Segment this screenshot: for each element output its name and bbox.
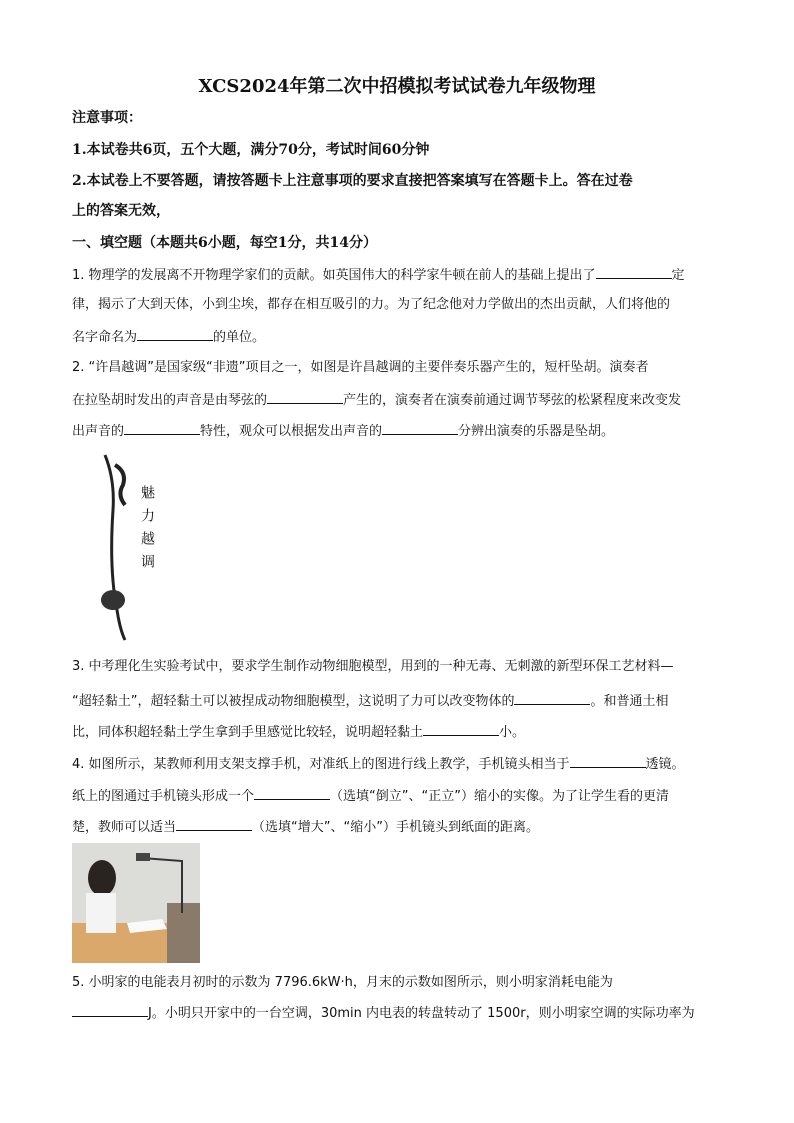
text: 产生的，演奏者在演奏前通过调节琴弦的松紧程度来改变发 (343, 393, 682, 408)
text: 小。 (499, 725, 526, 740)
text: 楚，教师可以适当 (72, 820, 177, 835)
answer-blank (596, 265, 672, 279)
q4-line3 (72, 817, 539, 837)
notice-item-2: 2.本试卷上不要答题，请按答题卡上注意事项的要求直接把答案填写在答题卡上。答在过卷 (72, 173, 633, 189)
text: 4. 如图所示，某教师利用支架支撑手机，对准纸上的图进行线上教学，手机镜头相当于 (72, 757, 570, 772)
q5-line2 (72, 1003, 695, 1023)
text: 。和普通土相 (590, 694, 669, 709)
q1-line1 (72, 265, 685, 285)
answer-blank (254, 786, 330, 800)
answer-blank (267, 390, 343, 404)
q4-line1 (72, 754, 685, 774)
answer-blank (423, 722, 499, 736)
text: J。小明只开家中的一台空调，30min 内电表的转盘转动了 1500r，则小明家空调的实际功率为 (148, 1006, 695, 1021)
text: 分辨出演奏的乐器是坠胡。 (458, 424, 615, 439)
q5-line1: 5. 小明家的电能表月初时的示数为 7796.6kW·h，月末的示数如图所示，则小明家消耗电能为 (72, 975, 613, 990)
text: “超轻黏土”，超轻黏土可以被捏成动物细胞模型，这说明了力可以改变物体的 (72, 694, 515, 709)
text: 的单位。 (213, 330, 266, 345)
answer-blank (514, 691, 590, 705)
q1-line3 (72, 327, 265, 347)
text: 定 (671, 268, 685, 283)
answer-blank (137, 327, 213, 341)
text: （选填“增大”、“缩小”）手机镜头到纸面的距离。 (252, 820, 539, 835)
q3-line3 (72, 722, 525, 742)
text: 出声音的 (72, 424, 125, 439)
q2-line1: 2. “许昌越调”是国家级“非遗”项目之一，如图是许昌越调的主要伴奏乐器产生的，短杆坠胡。演奏者 (72, 360, 649, 375)
answer-blank (124, 421, 200, 435)
page-title: XCS2024年第二次中招模拟考试试卷九年级物理 (198, 76, 596, 97)
answer-blank (382, 421, 458, 435)
notice-heading: 注意事项： (72, 110, 142, 126)
notice-item-1: 1.本试卷共6页，五个大题，满分70分，考试时间60分钟 (72, 142, 430, 158)
text: 透镜。 (645, 757, 685, 772)
text: （选填“倒立”、“正立”）缩小的实像。为了让学生看的更清 (330, 789, 669, 804)
text: 比，同体积超轻黏土学生拿到手里感觉比较轻，说明超轻黏土 (72, 725, 424, 740)
notice-item-2-cont: 上的答案无效， (72, 203, 170, 219)
q3-line2 (72, 691, 669, 711)
q2-line2 (72, 390, 681, 410)
section-heading: 一、填空题（本题共6小题，每空1分，共14分） (72, 235, 377, 251)
q4-line2 (72, 786, 669, 806)
q2-line3 (72, 421, 614, 441)
text: 1. 物理学的发展离不开物理学家们的贡献。如英国伟大的科学家牛顿在前人的基础上提出了 (72, 268, 596, 283)
answer-blank (570, 754, 646, 768)
answer-blank (72, 1003, 148, 1017)
teacher-photo (72, 843, 200, 963)
text: 在拉坠胡时发出的声音是由琴弦的 (72, 393, 268, 408)
instrument-image-caption: 魅力越调 (139, 485, 155, 577)
text: 纸上的图通过手机镜头形成一个 (72, 789, 255, 804)
q3-line1: 3. 中考理化生实验考试中，要求学生制作动物细胞模型，用到的一种无毒、无刺激的新型环保工艺材料— (72, 659, 674, 674)
text: 特性，观众可以根据发出声音的 (200, 424, 383, 439)
text: 名字命名为 (72, 330, 138, 345)
answer-blank (176, 817, 252, 831)
q1-line2: 律，揭示了大到天体，小到尘埃，都存在相互吸引的力。为了纪念他对力学做出的杰出贡献，人们将他的 (72, 297, 671, 312)
